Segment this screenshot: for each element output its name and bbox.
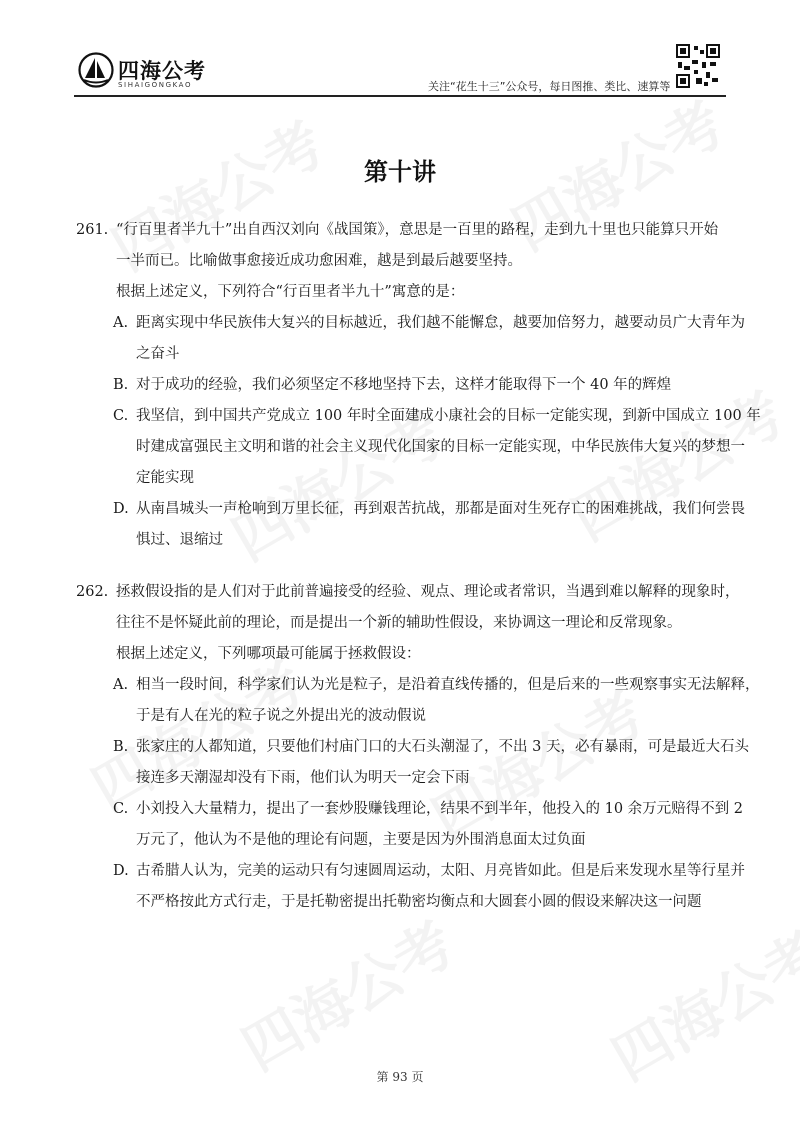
option-label: B. — [113, 377, 129, 393]
option-label: B. — [113, 739, 129, 755]
brand-subtitle: SIHAIGONGKAO — [118, 81, 193, 89]
option-text: 古希腊人认为，完美的运动只有匀速圆周运动，太阳、月亮皆如此。但是后来发现水星等行星并 — [136, 863, 745, 879]
option-text: 张家庄的人都知道，只要他们村庙门口的大石头潮湿了，不出 3 天，必有暴雨，可是最近大石头 — [136, 739, 749, 755]
option-label: D. — [113, 501, 129, 517]
page-title: 第十讲 — [364, 158, 436, 186]
option-label: D. — [113, 863, 129, 879]
header-divider — [74, 95, 726, 97]
option-text: 时建成富强民主文明和谐的社会主义现代化国家的目标一定能实现，中华民族伟大复兴的梦想一 — [136, 439, 745, 455]
watermark — [225, 898, 468, 1087]
option-text: 我坚信，到中国共产党成立 100 年时全面建成小康社会的目标一定能实现，到新中国成立 100 年 — [136, 408, 761, 424]
page-number: 第 93 页 — [376, 1070, 424, 1084]
option-text: 距离实现中华民族伟大复兴的目标越近，我们越不能懈怠，越要加倍努力，越要动员广大青年为 — [136, 315, 745, 331]
option-text: 从南昌城头一声枪响到万里长征，再到艰苦抗战，那都是面对生死存亡的困难挑战，我们何尝畏 — [136, 501, 745, 517]
option-text: 定能实现 — [136, 470, 194, 486]
option-label: A. — [113, 677, 129, 693]
option-label: A. — [113, 315, 129, 331]
option-text: 小刘投入大量精力，提出了一套炒股赚钱理论，结果不到半年，他投入的 10 余万元赔得不到 2 — [136, 801, 743, 817]
question-prompt: 根据上述定义，下列哪项最可能属于拯救假设： — [116, 646, 421, 662]
brand-name: 四海公考 — [118, 59, 206, 83]
option-text: 不严格按此方式行走，于是托勒密提出托勒密均衡点和大圆套小圆的假设来解决这一问题 — [136, 894, 702, 910]
sailboat-logo-icon — [78, 52, 114, 88]
option-text: 相当一段时间，科学家们认为光是粒子，是沿着直线传播的，但是后来的一些观察事实无法解释， — [136, 677, 760, 693]
watermark — [415, 668, 658, 857]
option-text: 万元了，他认为不是他的理论有问题，主要是因为外围消息面太过负面 — [136, 832, 586, 848]
question-number: 261. — [76, 222, 109, 238]
page-header — [0, 0, 800, 100]
option-label: C. — [113, 408, 129, 424]
question-stem: “行百里者半九十”出自西汉刘向《战国策》，意思是一百里的路程，走到九十里也只能算只开始 — [116, 222, 719, 238]
option-text: 于是有人在光的粒子说之外提出光的波动假说 — [136, 708, 426, 724]
question-prompt: 根据上述定义，下列符合“行百里者半九十”寓意的是： — [116, 284, 465, 300]
question-stem: 拯救假设指的是人们对于此前普遍接受的经验、观点、理论或者常识，当遇到难以解释的现象时， — [116, 584, 740, 600]
question-number: 262. — [76, 584, 109, 600]
header-note: 关注“花生十三”公众号，每日图推、类比、速算等 — [428, 80, 671, 93]
qr-code-icon — [676, 44, 720, 88]
option-text: 之奋斗 — [136, 346, 180, 362]
option-text: 惧过、退缩过 — [136, 532, 223, 548]
option-text: 对于成功的经验，我们必须坚定不移地坚持下去，这样才能取得下一个 40 年的辉煌 — [136, 377, 672, 393]
option-label: C. — [113, 801, 129, 817]
watermark — [555, 368, 798, 557]
question-stem: 往往不是怀疑此前的理论，而是提出一个新的辅助性假设，来协调这一理论和反常现象。 — [116, 615, 682, 631]
option-text: 接连多天潮湿却没有下雨，他们认为明天一定会下雨 — [136, 770, 470, 786]
question-stem: 一半而已。比喻做事愈接近成功愈困难，越是到最后越要坚持。 — [116, 253, 522, 269]
